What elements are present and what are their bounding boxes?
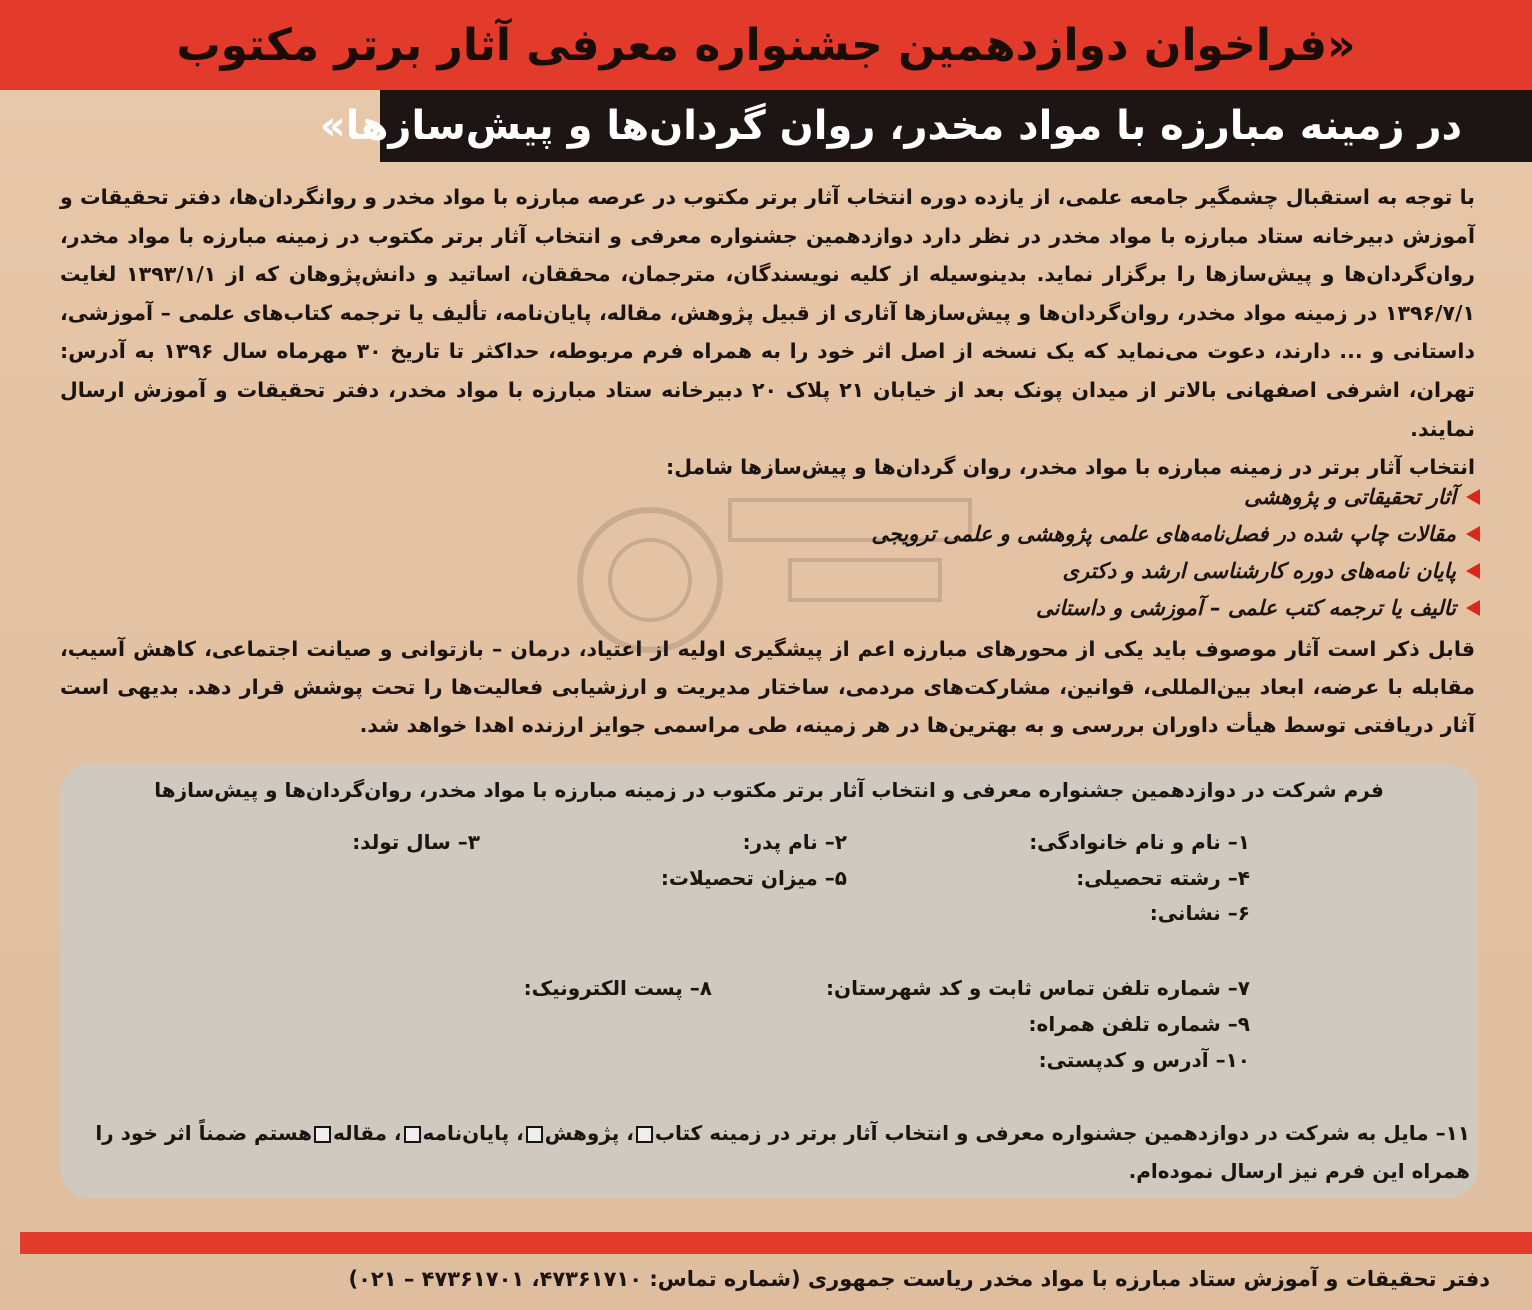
field-full-name[interactable]: ۱– نام و نام خانوادگی: [1029,830,1250,854]
field-father-name[interactable]: ۲– نام پدر: [742,830,847,854]
list-item: تالیف یا ترجمه کتب علمی – آموزشی و داستانی [200,589,1480,626]
page-title: «فراخوان دوازدهمین جشنواره معرفی آثار برتر مکتوب [176,19,1356,71]
field-education-level[interactable]: ۵– میزان تحصیلات: [660,866,847,890]
field-postal-address[interactable]: ۱۰– آدرس و کدپستی: [1038,1048,1250,1072]
form-title: فرم شرکت در دوازدهمین جشنواره معرفی و انتخاب آثار برتر مکتوب در زمینه مبارزه با مواد مخدر، روان‌گردان‌ها و پیش‌سازها [154,778,1384,802]
subtitle-band [319,90,1532,162]
checkbox-book[interactable] [636,1126,653,1143]
categories-intro: انتخاب آثار برتر در زمینه مبارزه با مواد مخدر، روان گردان‌ها و پیش‌سازها شامل: [666,455,1475,480]
list-item: آثار تحقیقاتی و پژوهشی [200,478,1480,515]
announcement-paragraph: با توجه به استقبال چشمگیر جامعه علمی، از یازده دوره انتخاب آثار برتر مکتوب در عرصه مبارزه با مواد مخدر و روانگردان‌ها، دفتر تحقیقات و آموزش دبیرخانه ستاد مبارزه با مواد مخدر در نظر دارد دوازدهمین جشنواره معرفی و انتخاب آثار برتر مکتوب در زمینه مبارزه با مواد مخدر، روان‌گردان‌ها و پیش‌سازها را برگزار نماید. بدینوسیله از کلیه نویسندگان، مترجمان، محققان، اساتید و دانش‌پژوهان که از ۱۳۹۳/۱/۱ لغایت ۱۳۹۶/۷/۱ در زمینه مواد مخدر، روان‌گردان‌ها و پیش‌سازها آثاری از قبیل پژوهش، مقاله، پایان‌نامه، تألیف یا ترجمه کتاب‌های علمی – آموزشی، داستانی و ... دارند، دعوت می‌نماید که یک نسخه از اصل اثر خود را به همراه فرم مربوطه، حداکثر تا تاریخ ۳۰ مهرماه سال ۱۳۹۶ به آدرس: تهران، اشرفی اصفهانی بالاتر از میدان پونک بعد از خیابان ۲۱ پلاک ۲۰ دبیرخانه ستاد مبارزه با مواد مخدر، دفتر تحقیقات و آموزش ارسال نمایند. [60,185,1475,441]
field-birth-year[interactable]: ۳– سال تولد: [352,830,480,854]
checkbox-article[interactable] [314,1126,331,1143]
footer-band [20,1232,1532,1254]
announcement-note: قابل ذکر است آثار موصوف باید یکی از محورهای مبارزه اعم از پیشگیری اولیه از اعتیاد، درمان – بازتوانی و صیانت اجتماعی، کاهش آسیب، مقابله با عرضه، ابعاد بین‌المللی، قوانین، مشارکت‌های مردمی، ساختار مدیریت و ارزشیابی فعالیت‌ها را تحت پوشش قرار دهد. بدیهی است آثار دریافتی توسط هیأت داوران بررسی و به بهترین‌ها در هر زمینه، طی مراسمی جوایز ارزنده اهدا خواهد شد. [60,637,1475,737]
field-landline-phone[interactable]: ۷– شماره تلفن تماس ثابت و کد شهرستان: [826,976,1250,1000]
list-item: پایان نامه‌های دوره کارشناسی ارشد و دکتری [200,552,1480,589]
list-item: مقالات چاپ شده در فصل‌نامه‌های علمی پژوهشی و علمی ترویجی [200,515,1480,552]
footer-contact: دفتر تحقیقات و آموزش ستاد مبارزه با مواد مخدر ریاست جمهوری (شماره تماس: ۴۷۳۶۱۷۱۰، ۴۷۳۶۱۷۰۱ – ۰۲۱) [348,1267,1490,1291]
checkbox-thesis[interactable] [404,1126,421,1143]
field-address[interactable]: ۶– نشانی: [1149,901,1250,925]
bullet-triangle-icon [1466,489,1480,505]
bullet-triangle-icon [1466,600,1480,616]
categories-list [200,478,1480,626]
bullet-triangle-icon [1466,563,1480,579]
checkbox-research[interactable] [526,1126,543,1143]
consent-statement [70,1114,1470,1190]
bullet-triangle-icon [1466,526,1480,542]
announcement-body [60,178,1475,487]
field-email[interactable]: ۸– پست الکترونیک: [523,976,712,1000]
consent-line-1: ۱۱– مایل به شرکت در دوازدهمین جشنواره معرفی و انتخاب آثار برتر در زمینه کتاب، پژوهش، پایان‌نامه، مقالههستم ضمناً اثر خود را [95,1121,1470,1145]
field-major[interactable]: ۴– رشته تحصیلی: [1076,866,1250,890]
field-mobile-phone[interactable]: ۹– شماره تلفن همراه: [1028,1012,1250,1036]
title-band [0,0,1532,90]
consent-line-2: همراه این فرم نیز ارسال نموده‌ام. [1128,1159,1470,1183]
page-subtitle: در زمینه مبارزه با مواد مخدر، روان گردان‌ها و پیش‌سازها» [319,103,1462,149]
